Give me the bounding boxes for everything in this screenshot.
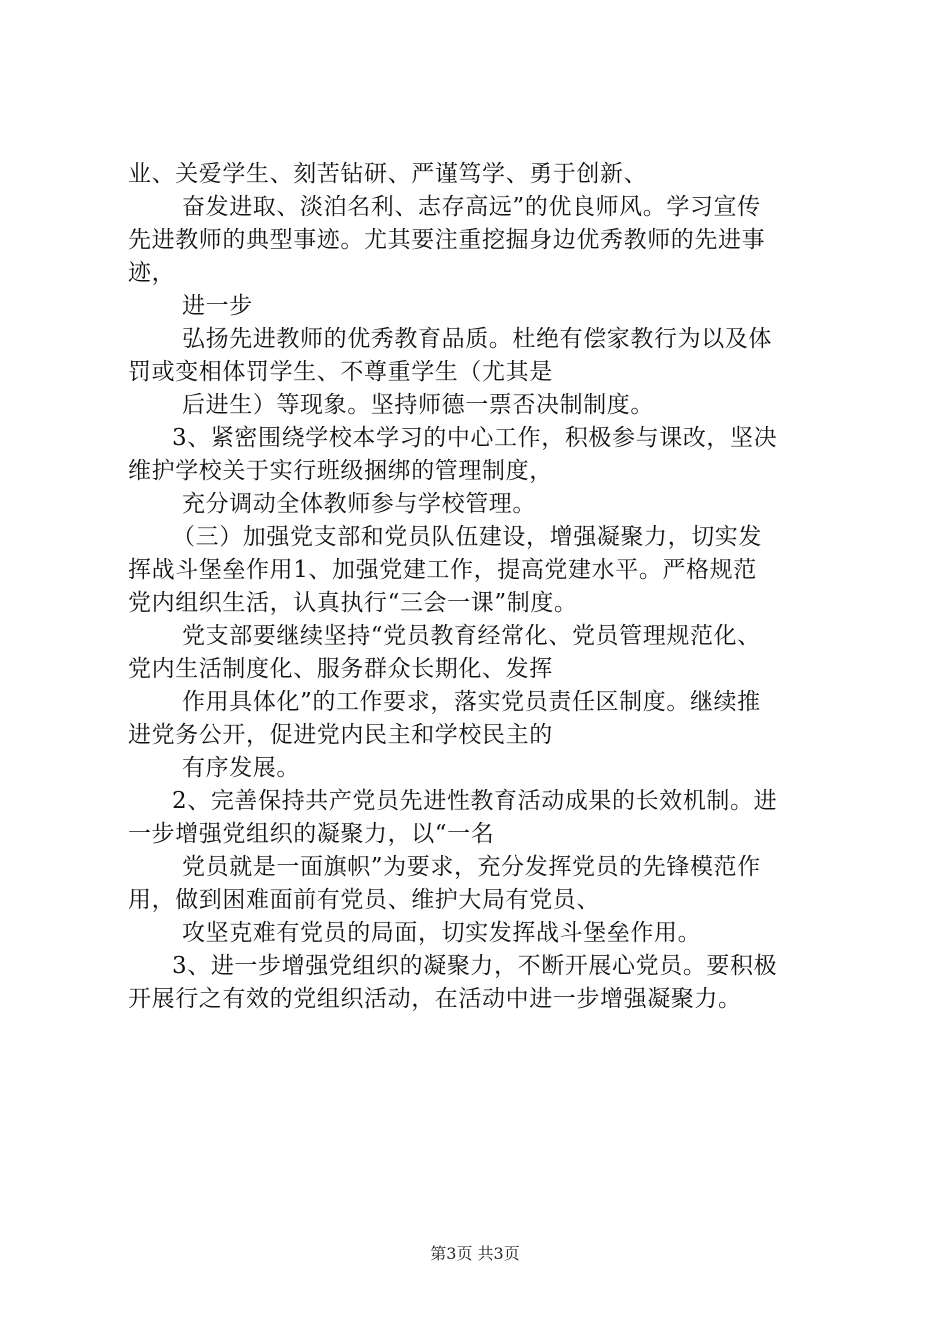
text-line-2: 奋发进取、淡泊名利、志存高远”的优良师风。学习宣传 (182, 194, 761, 220)
text-line-10: 维护学校关于实行班级捆绑的管理制度， (128, 458, 553, 484)
text-line-25: 3、进一步增强党组织的凝聚力，不断开展心党员。要积极 (172, 953, 778, 979)
text-line-3: 先进教师的典型事迹。尤其要注重挖掘身边优秀教师的先进事 (128, 227, 766, 253)
text-line-21: 一步增强党组织的凝聚力，以“一名 (128, 821, 495, 847)
text-line-20: 2、完善保持共产党员先进性教育活动成果的长效机制。进 (172, 788, 778, 814)
text-line-23: 用，做到困难面前有党员、维护大局有党员、 (128, 887, 600, 913)
text-line-9: 3、紧密围绕学校本学习的中心工作，积极参与课改，坚决 (172, 425, 778, 451)
page-footer (0, 1244, 950, 1264)
text-line-12: （三）加强党支部和党员队伍建设，增强凝聚力，切实发 (172, 524, 762, 550)
page-number-label: 第3页 共3页 (430, 1244, 520, 1263)
text-line-8: 后进生）等现象。坚持师德一票否决制制度。 (182, 392, 654, 418)
text-line-19: 有序发展。 (182, 755, 300, 781)
document-body (128, 158, 828, 1016)
text-line-11: 充分调动全体教师参与学校管理。 (182, 491, 536, 517)
text-line-17: 作用具体化”的工作要求，落实党员责任区制度。继续推 (182, 689, 761, 715)
text-line-16: 党内生活制度化、服务群众长期化、发挥 (128, 656, 553, 682)
text-line-15: 党支部要继续坚持“党员教育经常化、党员管理规范化、 (182, 623, 761, 649)
text-line-22: 党员就是一面旗帜”为要求，充分发挥党员的先锋模范作 (182, 854, 761, 880)
text-line-24: 攻坚克难有党员的局面，切实发挥战斗堡垒作用。 (182, 920, 702, 946)
text-line-6: 弘扬先进教师的优秀教育品质。杜绝有偿家教行为以及体 (182, 326, 772, 352)
text-line-14: 党内组织生活，认真执行“三会一课”制度。 (128, 590, 578, 616)
text-line-1: 业、关爱学生、刻苦钻研、严谨笃学、勇于创新、 (128, 161, 648, 187)
text-line-4: 迹， (128, 260, 176, 286)
text-line-13: 挥战斗堡垒作用1、加强党建工作，提高党建水平。严格规范 (128, 557, 757, 583)
text-line-26: 开展行之有效的党组织活动，在活动中进一步增强凝聚力。 (128, 986, 742, 1012)
text-line-18: 进党务公开，促进党内民主和学校民主的 (128, 722, 553, 748)
text-line-5: 进一步 (182, 293, 253, 319)
text-line-7: 罚或变相体罚学生、不尊重学生（尤其是 (128, 359, 553, 385)
